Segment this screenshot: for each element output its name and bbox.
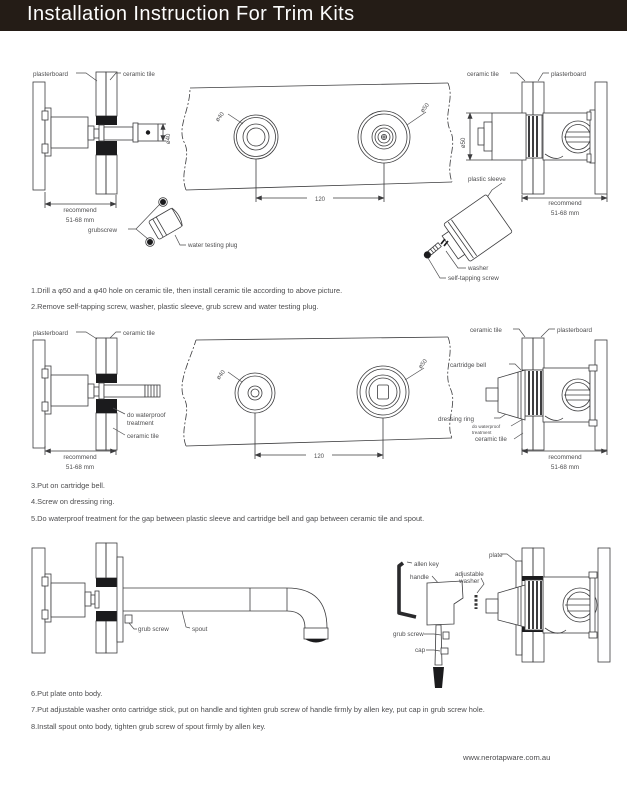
plastic-sleeve-installed xyxy=(478,113,542,160)
dim-dia40: ø40 xyxy=(166,133,172,144)
step-6: 6.Put plate onto body. xyxy=(31,689,103,698)
valve-body xyxy=(51,583,85,617)
label-ceramic-tile-2: ceramic tile xyxy=(475,436,507,443)
title-bar xyxy=(0,0,627,31)
diagram-step1-svg xyxy=(0,32,627,287)
label-recommend: recommend xyxy=(548,454,582,461)
cartridge-bell-part xyxy=(486,370,525,420)
hole-40 xyxy=(235,373,275,413)
label-hole50: ø50 xyxy=(419,102,431,115)
label-washer: washer xyxy=(468,265,489,272)
label-ceramic-tile: ceramic tile xyxy=(467,71,499,78)
diagram-step3-svg xyxy=(0,538,627,690)
website-url: www.nerotapware.com.au xyxy=(463,753,551,762)
label-dressing-ring: dressing ring xyxy=(438,416,475,423)
grubscrew-plug-parts xyxy=(88,198,238,249)
spout-installed-view xyxy=(32,543,328,653)
label-plasterboard: plasterboard xyxy=(557,327,593,334)
label-cartridge-bell: cartridge bell xyxy=(450,362,487,369)
step-3: 3.Put on cartridge bell. xyxy=(31,481,105,490)
step-5: 5.Do waterproof treatment for the gap between plastic sleeve and cartridge bell and gap between ceramic tile and spout. xyxy=(31,513,425,523)
label-adjustable: adjustable xyxy=(455,571,484,578)
label-plasterboard: plasterboard xyxy=(33,330,69,337)
diagram-step3 xyxy=(0,538,627,695)
label-self-tapping-screw: self-tapping screw xyxy=(448,275,499,282)
tile-face-view xyxy=(182,83,453,203)
handle-exploded-view xyxy=(393,548,610,688)
valve-body xyxy=(51,375,88,406)
label-range: 51-68 mm xyxy=(65,217,95,224)
label-recommend: recommend xyxy=(63,207,97,214)
label-do-waterproof: do waterproof xyxy=(472,424,501,429)
diagram-step2 xyxy=(0,320,627,487)
hole-50 xyxy=(358,111,410,163)
grub-screw-part xyxy=(125,615,132,623)
label-spout: spout xyxy=(192,626,208,633)
label-range: 51-68 mm xyxy=(65,464,95,471)
dim-120: 120 xyxy=(314,197,326,203)
diagram-step2-svg xyxy=(0,320,627,482)
step-7: 7.Put adjustable washer onto cartridge stick, put on handle and tighten grub screw of handle firmly by allen key, put cap in grub screw hole. xyxy=(31,705,485,715)
label-ceramic-tile: ceramic tile xyxy=(470,327,502,334)
label-grub-screw-2: grub screw xyxy=(393,631,424,638)
label-hole50: ø50 xyxy=(417,358,429,371)
hole-40 xyxy=(234,115,278,159)
label-range: 51-68 mm xyxy=(550,210,580,217)
label-cap: cap xyxy=(415,647,426,654)
step-1: 1.Drill a φ50 and a φ40 hole on ceramic tile, then install ceramic tile according to above picture. xyxy=(31,286,343,295)
dim-120: 120 xyxy=(313,454,325,460)
spout-part xyxy=(123,588,328,643)
label-allen-key: allen key xyxy=(414,561,439,568)
label-plastic-sleeve: plastic sleeve xyxy=(468,176,506,183)
label-plate: plate xyxy=(489,552,503,559)
label-recommend: recommend xyxy=(548,200,582,207)
valve-body xyxy=(51,117,88,148)
self-tapping-screw-part xyxy=(422,239,448,260)
label-hole40: ø40 xyxy=(215,369,227,382)
tile-face-view xyxy=(182,337,453,460)
step-2: 2.Remove self-tapping screw, washer, plastic sleeve, grub screw and water testing plug. xyxy=(31,302,319,312)
label-treatment: treatment xyxy=(472,430,492,435)
threaded-spout-stub xyxy=(145,385,160,397)
label-ceramic-tile: ceramic tile xyxy=(123,71,155,78)
allen-key-part xyxy=(399,563,416,617)
label-grubscrew: grubscrew xyxy=(88,227,118,234)
label-plasterboard: plasterboard xyxy=(33,71,69,78)
label-treatment: treatment xyxy=(127,420,154,427)
label-hole40: ø40 xyxy=(214,111,226,124)
hole-50 xyxy=(357,366,409,418)
diagram-step1 xyxy=(0,32,627,292)
label-ceramic-tile: ceramic tile xyxy=(123,330,155,337)
steps-1-2 xyxy=(31,287,619,320)
dressing-ring-installed xyxy=(525,580,543,630)
handle-grip xyxy=(433,667,444,688)
dressing-ring-part xyxy=(525,370,543,416)
wall-section-left xyxy=(33,330,166,471)
label-plasterboard: plasterboard xyxy=(551,71,587,78)
label-do-waterproof: do waterproof xyxy=(127,412,166,419)
label-ceramic-tile-2: ceramic tile xyxy=(127,433,159,440)
step-4: 4.Screw on dressing ring. xyxy=(31,497,115,507)
label-washer-2: washer xyxy=(459,578,480,585)
steps-3-5 xyxy=(31,482,619,531)
label-handle: handle xyxy=(410,574,429,581)
label-range: 51-68 mm xyxy=(550,464,580,471)
step-8: 8.Install spout onto body, tighten grub screw of spout firmly by allen key. xyxy=(31,721,266,731)
handle-part xyxy=(427,581,463,625)
cap-part xyxy=(441,648,448,654)
steps-6-8 xyxy=(31,690,619,739)
cartridge-bell-installed xyxy=(486,585,525,627)
label-grub-screw: grub screw xyxy=(138,626,169,633)
page-title: Installation Instruction For Trim Kits xyxy=(27,3,355,25)
dim-dia50: ø50 xyxy=(461,137,467,148)
label-water-testing-plug: water testing plug xyxy=(188,242,238,249)
wall-section-left xyxy=(33,71,172,224)
cartridge-stick xyxy=(435,625,442,665)
label-recommend: recommend xyxy=(63,454,97,461)
grub-screw-part-2 xyxy=(443,632,449,639)
plastic-sleeve-part xyxy=(437,194,513,266)
wall-section-right xyxy=(438,327,607,471)
wall-plate xyxy=(117,557,123,642)
